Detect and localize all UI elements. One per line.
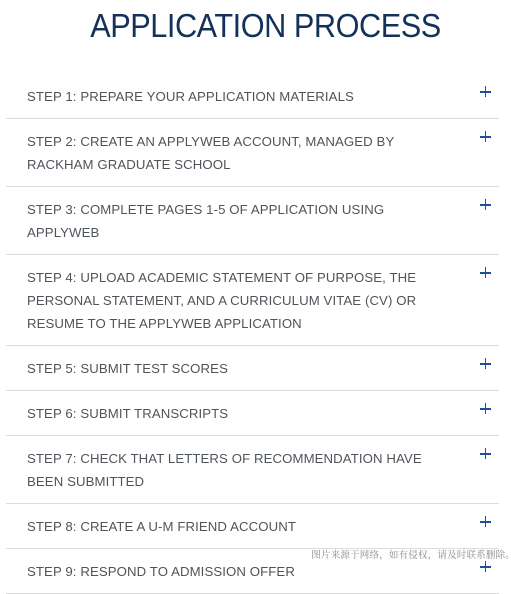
step-1-label: STEP 1: PREPARE YOUR APPLICATION MATERIALS (27, 89, 354, 104)
plus-icon[interactable] (478, 559, 494, 575)
accordion-item-step-7[interactable] (6, 436, 499, 504)
plus-icon[interactable] (478, 401, 494, 417)
step-9-label: STEP 9: RESPOND TO ADMISSION OFFER (27, 564, 295, 579)
step-6-label: STEP 6: SUBMIT TRANSCRIPTS (27, 406, 229, 421)
page-title: APPLICATION PROCESS (90, 7, 441, 44)
image-source-watermark: 图片来源于网络，如有侵权，请及时联系删除。 (311, 550, 515, 561)
accordion-item-step-2[interactable] (6, 119, 499, 187)
step-5-label: STEP 5: SUBMIT TEST SCORES (27, 361, 228, 376)
accordion-item-step-5[interactable] (6, 346, 499, 391)
accordion-item-step-4[interactable] (6, 255, 499, 346)
accordion-item-step-6[interactable] (6, 391, 499, 436)
step-2-label: STEP 2: CREATE AN APPLYWEB ACCOUNT, MANAGED BY RACKHAM GRADUATE SCHOOL (27, 134, 395, 172)
plus-icon[interactable] (478, 446, 494, 462)
accordion-item-step-1[interactable] (6, 74, 499, 119)
steps-accordion (6, 74, 499, 594)
plus-icon[interactable] (478, 129, 494, 145)
step-7-label: STEP 7: CHECK THAT LETTERS OF RECOMMENDATION HAVE BEEN SUBMITTED (27, 451, 422, 489)
step-4-label: STEP 4: UPLOAD ACADEMIC STATEMENT OF PURPOSE, THE PERSONAL STATEMENT, AND A CURRICULUM VITAE (CV) OR RESUME TO THE APPLYWEB APPLICATION (27, 270, 417, 331)
accordion-item-step-8[interactable] (6, 504, 499, 549)
plus-icon[interactable] (478, 356, 494, 372)
plus-icon[interactable] (478, 197, 494, 213)
step-8-label: STEP 8: CREATE A U-M FRIEND ACCOUNT (27, 519, 296, 534)
plus-icon[interactable] (478, 84, 494, 100)
plus-icon[interactable] (478, 265, 494, 281)
accordion-item-step-3[interactable] (6, 187, 499, 255)
step-3-label: STEP 3: COMPLETE PAGES 1-5 OF APPLICATION USING APPLYWEB (27, 202, 385, 240)
plus-icon[interactable] (478, 514, 494, 530)
